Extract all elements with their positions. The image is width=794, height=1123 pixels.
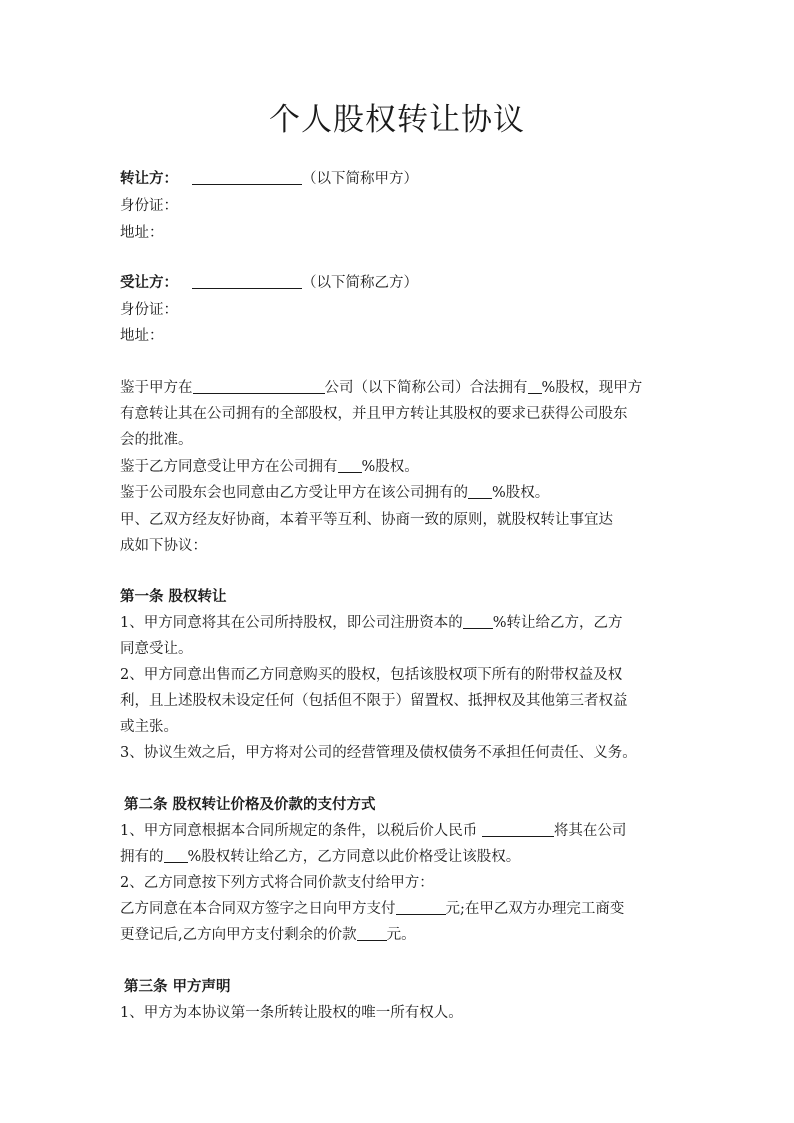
- preamble-text: 鉴于公司股东会也同意由乙方受让甲方在该公司拥有的: [120, 485, 468, 501]
- article-text: 1、甲方同意将其在公司所持股权，即公司注册资本的: [120, 615, 463, 631]
- transferee-suffix: （以下简称乙方）: [302, 275, 418, 291]
- transferee-label: 受让方：: [120, 274, 178, 291]
- preamble-para4-line1: 甲、乙双方经友好协商，本着平等互利、协商一致的原则，就股权转让事宜达: [120, 512, 613, 528]
- article3-item1: 1、甲方为本协议第一条所转让股权的唯一所有权人。: [120, 1005, 463, 1021]
- company-name-blank: [193, 379, 325, 394]
- article2-item3-line1: [120, 896, 690, 922]
- transferee-line: [120, 270, 690, 296]
- preamble-para1-line1: [120, 375, 690, 401]
- article-text: 拥有的: [120, 849, 164, 865]
- preamble-para1-line2: 有意转让其在公司拥有的全部股权，并且甲方转让其股权的要求已获得公司股东: [120, 406, 628, 422]
- transferor-name-blank: [192, 170, 302, 185]
- preamble-text: 鉴于甲方在: [120, 380, 193, 396]
- article-text: 元;在甲乙双方办理完工商变: [445, 901, 625, 917]
- article2-item1-line1: [120, 818, 690, 844]
- article-text: 1、甲方同意根据本合同所规定的条件，以税后价人民币: [120, 823, 482, 839]
- article-text: 元。: [386, 927, 416, 943]
- article1-item2-line1: 2、甲方同意出售而乙方同意购买的股权，包括该股权项下所有的附带权益及权: [120, 667, 623, 683]
- percent-blank: [463, 614, 493, 629]
- document-title: 个人股权转让协议: [269, 102, 525, 138]
- preamble-text: 鉴于乙方同意受让甲方在公司拥有: [120, 459, 338, 475]
- article1-item1-line2: 同意受让。: [120, 641, 193, 657]
- article1-item3: 3、协议生效之后，甲方将对公司的经营管理及债权债务不承担任何责任、义务。: [120, 745, 637, 761]
- transferor-label: 转让方：: [120, 170, 178, 187]
- article1-item1-line1: [120, 610, 690, 636]
- article3-heading: 第三条 甲方声明: [124, 978, 231, 995]
- percent-blank: [164, 848, 188, 863]
- percent-blank: [338, 458, 362, 473]
- article-text: 将其在公司: [553, 823, 627, 839]
- transferor-line: [120, 166, 690, 192]
- price-blank: [482, 822, 554, 837]
- article-text: 乙方同意在本合同双方签字之日向甲方支付: [120, 901, 396, 917]
- preamble-para4-line2: 成如下协议：: [120, 538, 207, 554]
- article2-item1-line2: [120, 844, 690, 870]
- transferee-id-label: 身份证：: [120, 302, 178, 318]
- article1-heading: 第一条 股权转让: [120, 588, 227, 605]
- transferor-address-label: 地址：: [120, 225, 164, 241]
- transferor-suffix: （以下简称甲方）: [302, 171, 418, 187]
- percent-blank: [468, 484, 492, 499]
- article-text: %转让给乙方，乙方: [492, 615, 623, 631]
- article1-item2-line3: 或主张。: [120, 719, 178, 735]
- transferee-address-label: 地址：: [120, 328, 164, 344]
- preamble-para1-line3: 会的批准。: [120, 432, 193, 448]
- preamble-para2: [120, 454, 690, 480]
- preamble-text: %股权。: [361, 459, 419, 475]
- preamble-text: 公司（以下简称公司）合法拥有: [324, 380, 528, 396]
- article-text: %股权转让给乙方，乙方同意以此价格受让该股权。: [187, 849, 521, 865]
- article2-item2: 2、乙方同意按下列方式将合同价款支付给甲方：: [120, 875, 434, 891]
- transferee-name-blank: [192, 274, 302, 289]
- article2-item3-line2: [120, 922, 690, 948]
- remaining-payment-blank: [357, 926, 387, 941]
- preamble-text: %股权，现甲方: [541, 380, 643, 396]
- transferor-id-label: 身份证：: [120, 198, 178, 214]
- payment-blank: [396, 900, 446, 915]
- article-text: 更登记后,乙方向甲方支付剩余的价款: [120, 927, 357, 943]
- article1-item2-line2: 利，且上述股权未设定任何（包括但不限于）留置权、抵押权及其他第三者权益: [120, 693, 628, 709]
- preamble-para3: [120, 480, 690, 506]
- article2-heading: 第二条 股权转让价格及价款的支付方式: [124, 796, 376, 813]
- percent-blank: [528, 379, 542, 394]
- preamble-text: %股权。: [492, 485, 550, 501]
